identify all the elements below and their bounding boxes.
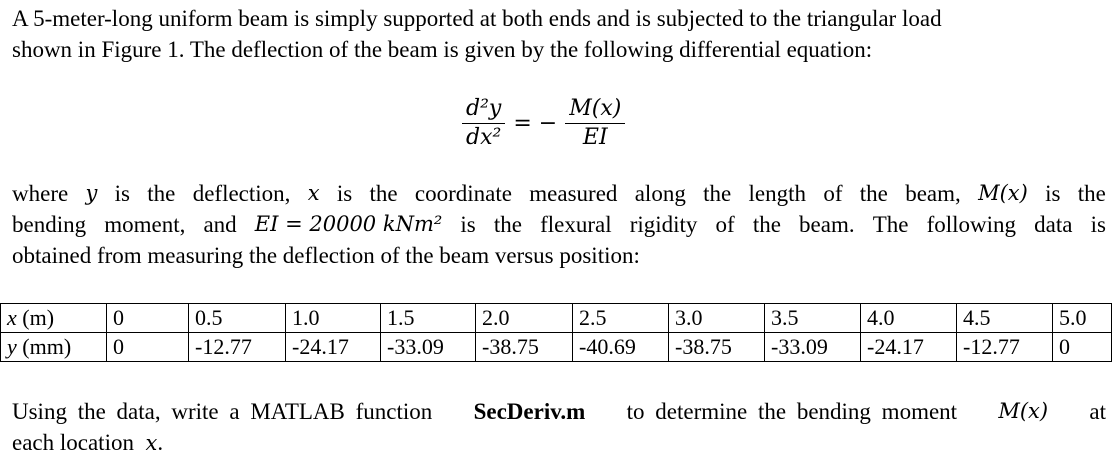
definition-word: of [823,181,843,206]
intro-line-2: shown in Figure 1. The deflection of the beam is given by the following differential equation: [12,37,873,62]
x-value-cell: 1.5 [381,304,476,333]
y-value-cell: -38.75 [669,333,765,362]
task-line-1 [12,396,1106,427]
definition-word: EI = 20000 kNm² [254,212,443,236]
definition-word: rigidity [629,212,698,237]
equals-minus: = − [513,110,558,136]
y-value-cell: -12.77 [957,333,1053,362]
definition-word: is [460,212,476,237]
table-row-x [1,304,1112,333]
x-value-cell: 3.0 [669,304,765,333]
task-line-2: each location x. [12,430,164,455]
definitions-line-1 [12,178,1106,209]
task-paragraph [12,396,1106,459]
lhs-fraction [462,95,505,152]
task-text-1: Using the data, write a MATLAB function [12,399,433,424]
definition-word: the [147,181,176,206]
definition-word: beam, [905,181,961,206]
x-value-cell: 2.0 [476,304,573,333]
definition-word: and [203,212,237,237]
definition-word: deflection, [192,181,291,206]
definition-word: of [715,212,735,237]
x-value-cell: 0.5 [189,304,286,333]
y-value-cell: -24.17 [286,333,381,362]
y-value-cell: -24.17 [861,333,957,362]
intro-paragraph [12,3,1106,65]
definitions-line-3: obtained from measuring the deflection of the beam versus position: [12,243,640,268]
definition-word: following [926,212,1017,237]
y-header-cell: y (mm) [1,333,107,362]
x-value-cell: 4.5 [957,304,1053,333]
deflection-equation [462,88,625,158]
definition-word: the [1077,181,1106,206]
moment-symbol: M(x) [998,399,1049,423]
y-value-cell: -40.69 [573,333,669,362]
y-value-cell: -33.09 [765,333,861,362]
definition-word: where [12,181,69,206]
definition-word: is [1045,181,1061,206]
definition-word: flexural [540,212,612,237]
definition-word: the [752,212,781,237]
table-row-y [1,333,1112,362]
task-text-2: to determine the bending moment [626,399,958,424]
x-value-cell: 5.0 [1053,304,1112,333]
deflection-data-table [0,303,1112,362]
definitions-paragraph [12,178,1106,271]
x-value-cell: 0 [107,304,189,333]
y-value-cell: 0 [1053,333,1112,362]
definition-word: the [493,212,522,237]
x-value-cell: 4.0 [861,304,957,333]
definition-word: the [369,181,398,206]
definition-word: moment, [104,212,186,237]
rhs-fraction [565,95,625,152]
lhs-denominator: dx² [466,124,502,150]
rhs-numerator: M(x) [569,95,622,121]
definition-word: along [634,181,686,206]
definition-word: beam. [799,212,855,237]
definition-word: M(x) [978,181,1028,205]
x-header-cell: x (m) [1,304,107,333]
definition-word: is [1090,212,1106,237]
y-value-cell: 0 [107,333,189,362]
definition-word: length [748,181,807,206]
definition-word: The [872,212,909,237]
definition-word: the [703,181,732,206]
definition-word: x [307,181,320,205]
definition-word: coordinate [414,181,512,206]
definition-word: is [336,181,353,206]
task-at: at [1089,399,1106,424]
y-value-cell: -38.75 [476,333,573,362]
intro-line-1: A 5-meter-long uniform beam is simply supported at both ends and is subjected to the triangular load [12,6,942,31]
definition-word: bending [12,212,87,237]
y-value-cell: -33.09 [381,333,476,362]
definition-word: is [114,181,130,206]
x-symbol: x [145,431,158,455]
rhs-denominator: EI [582,124,608,150]
function-name: SecDeriv.m [473,399,586,424]
definition-word: the [859,181,888,206]
definitions-line-2 [12,209,1106,240]
definition-word: y [85,181,98,205]
definition-word: measured [529,181,618,206]
lhs-numerator: d²y [466,95,502,121]
x-value-cell: 3.5 [765,304,861,333]
x-value-cell: 2.5 [573,304,669,333]
y-value-cell: -12.77 [189,333,286,362]
definition-word: data [1034,212,1073,237]
x-value-cell: 1.0 [286,304,381,333]
